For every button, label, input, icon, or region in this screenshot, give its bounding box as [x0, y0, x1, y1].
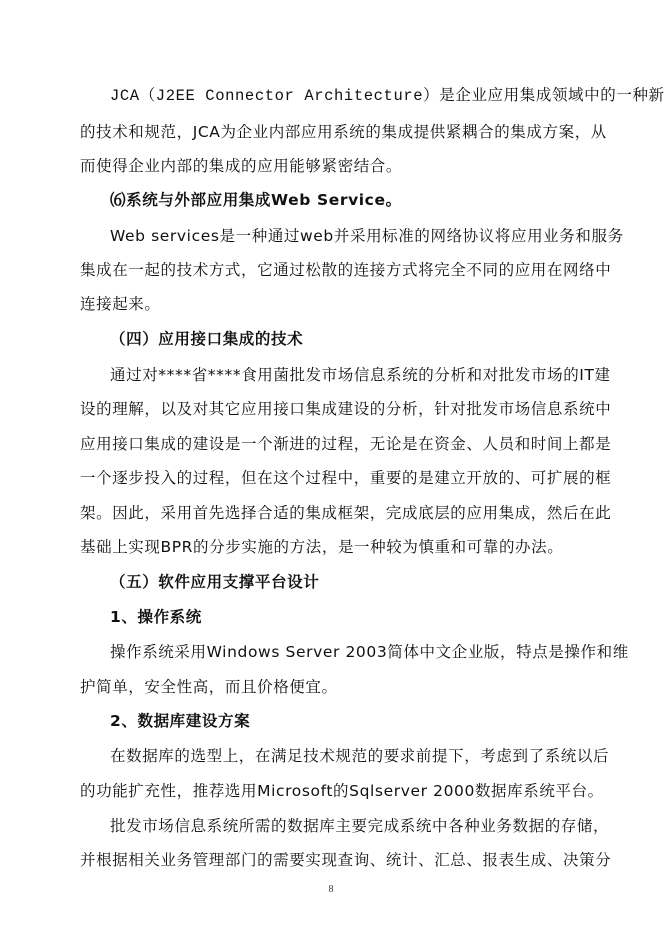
paragraph-3-line-5: 架。因此，采用首先选择合适的集成框架，完成底层的应用集成，然后在此 [80, 504, 612, 522]
paragraph-3-line-2: 设的理解，以及对其它应用接口集成建设的分析，针对批发市场信息系统中 [80, 400, 612, 418]
heading-os: 1、操作系统 [110, 608, 202, 626]
paragraph-1-line-3: 而使得企业内部的集成的应用能够紧密结合。 [80, 157, 403, 175]
paragraph-6-line-2: 并根据相关业务管理部门的需要实现查询、统计、汇总、报表生成、决策分 [80, 851, 612, 869]
paragraph-2-line-3: 连接起来。 [80, 295, 161, 313]
paragraph-1-line-1: JCA（J2EE Connector Architecture）是企业应用集成领域中的一种新 [110, 87, 665, 105]
heading-section-4: （四）应用接口集成的技术 [110, 330, 304, 348]
paragraph-3-line-4: 一个逐步投入的过程，但在这个过程中，重要的是建立开放的、可扩展的框 [80, 469, 612, 487]
paragraph-5-line-2: 的功能扩充性，推荐选用Microsoft的Sqlserver 2000数据库系统平台。 [80, 782, 604, 800]
paragraph-6-line-1: 批发市场信息系统所需的数据库主要完成系统中各种业务数据的存储， [110, 817, 610, 835]
paragraph-1-line-2: 的技术和规范，JCA为企业内部应用系统的集成提供紧耦合的集成方案，从 [80, 123, 607, 141]
page-number: 8 [328, 884, 334, 895]
paragraph-4-line-1: 操作系统采用Windows Server 2003简体中文企业版，特点是操作和维 [110, 643, 629, 661]
paragraph-2-line-1: Web services是一种通过web并采用标准的网络协议将应用业务和服务 [110, 227, 624, 245]
paragraph-5-line-1: 在数据库的选型上，在满足技术规范的要求前提下，考虑到了系统以后 [110, 747, 610, 765]
heading-web-service: ⑹系统与外部应用集成Web Service。 [110, 191, 402, 209]
heading-database: 2、数据库建设方案 [110, 712, 251, 730]
paragraph-2-line-2: 集成在一起的技术方式，它通过松散的连接方式将完全不同的应用在网络中 [80, 261, 612, 279]
paragraph-3-line-1: 通过对****省****食用菌批发市场信息系统的分析和对批发市场的IT建 [110, 366, 611, 384]
paragraph-4-line-2: 护简单，安全性高，而且价格便宜。 [80, 678, 338, 696]
heading-section-5: （五）软件应用支撑平台设计 [110, 573, 320, 591]
paragraph-3-line-6: 基础上实现BPR的分步实施的方法，是一种较为慎重和可靠的办法。 [80, 538, 564, 556]
paragraph-3-line-3: 应用接口集成的建设是一个渐进的过程，无论是在资金、人员和时间上都是 [80, 435, 612, 453]
